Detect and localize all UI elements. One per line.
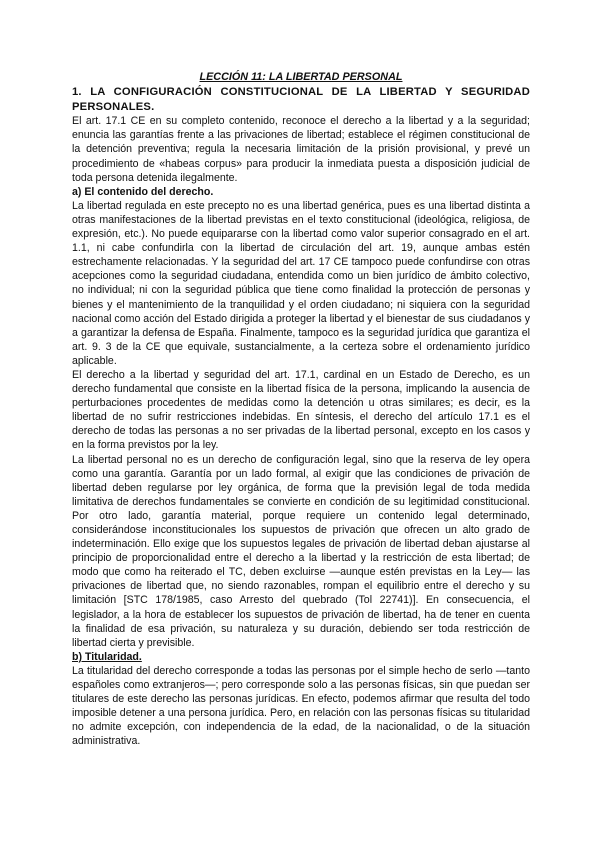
section-heading: 1. LA CONFIGURACIÓN CONSTITUCIONAL DE LA LIBERTAD Y SEGURIDAD PERSONALES. <box>72 86 530 113</box>
subsection-heading-titularidad: b) Titularidad. <box>72 650 142 663</box>
paragraph: La libertad regulada en este precepto no es una libertad genérica, pues es una libertad distinta a otras manifestaciones de la libertad previstas en el texto constitucional (ideológica, religiosa, de expresión, etc.). No puede equipararse con la libertad como valor superior consagrado en el art. 1.1, ni cabe confundirla con la libertad de circulación del art. 19, aunque ambas estén estrechamente relacionadas. Y la seguridad del art. 17 CE tampoco puede confundirse con otras acepciones como la seguridad ciudadana, entendida como un bien jurídico de ámbito colectivo, no individual; ni con la seguridad pública que tiene como finalidad la protección de personas y bienes y el mantenimiento de la tranquilidad y el orden ciudadano; ni siquiera con la seguridad nacional como acción del Estado dirigida a proteger la libertad y el bienestar de sus ciudadanos y a garantizar la defensa de España. Finalmente, tampoco es la seguridad jurídica que garantiza el art. 9. 3 de la CE que equivale, sustancialmente, a la certeza sobre el ordenamiento jurídico aplicable. <box>72 199 530 367</box>
paragraph: La titularidad del derecho corresponde a todas las personas por el simple hecho de serlo —tanto españoles como extranjeros—; pero corresponde solo a las personas físicas, sin que puedan ser titulares de este derecho las personas jurídicas. En efecto, podemos afirmar que resulta del todo imposible detener a una persona jurídica. Pero, en relación con las personas físicas su titularidad no admite excepción, con independencia de la edad, de la nacionalidad, o de la situación administrativa. <box>72 664 530 748</box>
document-title: LECCIÓN 11: LA LIBERTAD PERSONAL <box>199 71 403 83</box>
document-page <box>72 70 530 749</box>
subsection-heading-contenido: a) El contenido del derecho. <box>72 185 214 198</box>
paragraph: El derecho a la libertad y seguridad del art. 17.1, cardinal en un Estado de Derecho, es un derecho fundamental que consiste en la libertad física de la persona, implicando la ausencia de perturbaciones procedentes de medidas como la detención u otras similares; es decir, es la libertad de no sufrir restricciones indebidas. En síntesis, el derecho del artículo 17.1 es el derecho de todas las personas a no ser privadas de la libertad personal, excepto en los casos y en la forma previstos por la ley. <box>72 368 530 452</box>
section-intro-paragraph: El art. 17.1 CE en su completo contenido, reconoce el derecho a la libertad y a la seguridad; enuncia las garantías frente a las privaciones de libertad; establece el régimen constitucional de la detención preventiva; regula la necesaria limitación de la prisión provisional, y prevé un procedimiento de «habeas corpus» para producir la inmediata puesta a disposición judicial de toda persona detenida ilegalmente. <box>72 115 530 184</box>
paragraph: La libertad personal no es un derecho de configuración legal, sino que la reserva de ley opera como una garantía. Garantía por un lado formal, al exigir que las condiciones de privación de libertad deben regularse por ley orgánica, de forma que la previsión legal de toda medida limitativa de derechos fundamentales se convierte en condición de su legitimidad constitucional. Por otro lado, garantía material, porque requiere un contenido legal determinado, considerándose inconstitucionales los supuestos de privación que ofrecen un alto grado de indeterminación. Ello exige que los supuestos legales de privación de libertad deban ajustarse al principio de proporcionalidad entre el derecho a la libertad y la restricción de esta libertad; de modo que como ha reiterado el TC, deben excluirse —aunque estén previstas en la Ley— las privaciones de libertad que, no siendo razonables, rompan el equilibrio entre el derecho y su limitación [STC 178/1985, caso Arresto del quebrado (Tol 22741)]. En consecuencia, el legislador, a la hora de establecer los supuestos de privación de libertad, ha de tener en cuenta la finalidad de esa privación, su naturaleza y su duración, debiendo ser toda restricción de libertad cierta y previsible. <box>72 453 530 649</box>
